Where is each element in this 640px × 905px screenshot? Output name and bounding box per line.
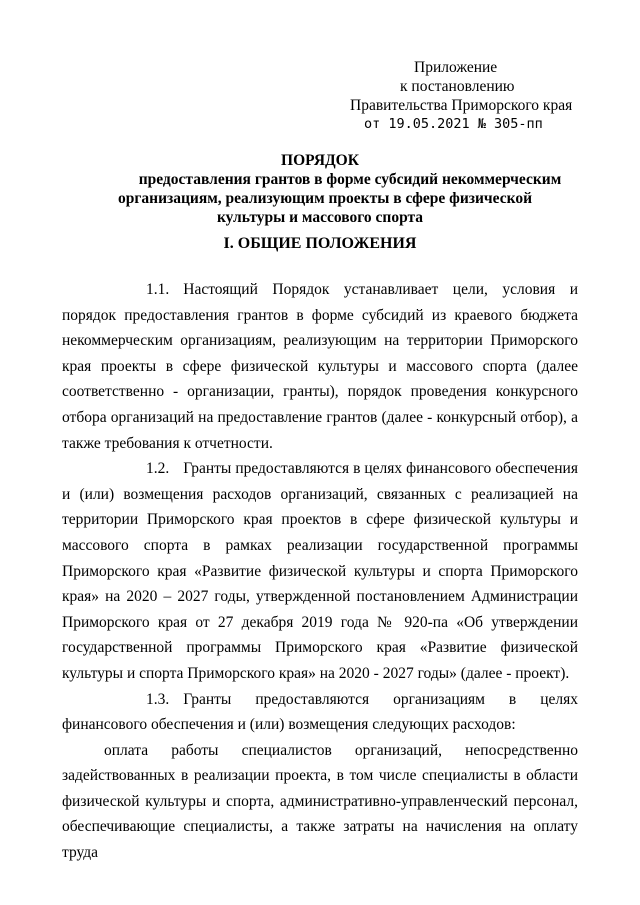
appendix-resolution: к постановлению bbox=[400, 78, 515, 95]
paragraph-number: 1.3. bbox=[146, 690, 170, 708]
paragraph-1-2 bbox=[62, 456, 578, 686]
title-line-1: предоставления грантов в форме субсидий некоммерческим bbox=[138, 171, 562, 188]
paragraph-1-1 bbox=[62, 277, 578, 456]
title-line-2: организациям, реализующим проекты в сфере физической bbox=[117, 190, 533, 207]
paragraph-text: оплата работы специалистов организаций, непосредственно задействованных в реализации проекта, в том числе специалисты в области физической культуры и спорта, административно-управленческий персонал, обеспечивающие специалисты, а также затраты на начисления на оплату труда bbox=[62, 741, 578, 862]
title-line-3: культуры и массового спорта bbox=[216, 209, 424, 226]
paragraph-number: 1.2. bbox=[146, 460, 170, 478]
paragraph-text: Гранты предоставляются организациям в целях финансового обеспечения и (или) возмещения следующих расходов: bbox=[62, 690, 578, 734]
section-heading: I. ОБЩИЕ ПОЛОЖЕНИЯ bbox=[223, 235, 417, 252]
paragraph-text: Настоящий Порядок устанавливает цели, условия и порядок предоставления грантов в форме субсидий из краевого бюджета некоммерческим организациям, реализующим на территории Приморского края проекты в сфере физической культуры и массового спорта (далее соответственно - организации, гранты), порядок проведения конкурсного отбора организаций на предоставление грантов (далее - конкурсный отбор), а также требования к отчетности. bbox=[62, 281, 578, 452]
appendix-government: Правительства Приморского края bbox=[350, 97, 573, 114]
appendix-label: Приложение bbox=[414, 59, 498, 76]
paragraph-text: Гранты предоставляются в целях финансового обеспечения и (или) возмещения расходов организаций, связанных с реализацией на территории Приморского края проектов в сфере физической культуры и массового спорта в рамках реализации государственной программы Приморского края «Развитие физической культуры и спорта Приморского края» на 2020 – 2027 годы, утвержденной постановлением Администрации Приморского края от 27 декабря 2019 года № 920-па «Об утверждении государственной программы Приморского края «Развитие физической культуры и спорта Приморского края» на 2020 - 2027 годы» (далее - проект). bbox=[62, 460, 578, 682]
appendix-date-number: от 19.05.2021 № 305-пп bbox=[364, 116, 543, 132]
paragraph-1-3 bbox=[62, 687, 578, 738]
title-heading: ПОРЯДОК bbox=[281, 152, 359, 169]
document-body bbox=[62, 277, 578, 866]
paragraph-salary bbox=[62, 738, 578, 866]
document-title bbox=[0, 151, 640, 227]
paragraph-number: 1.1. bbox=[146, 281, 170, 298]
appendix-block bbox=[330, 58, 590, 134]
